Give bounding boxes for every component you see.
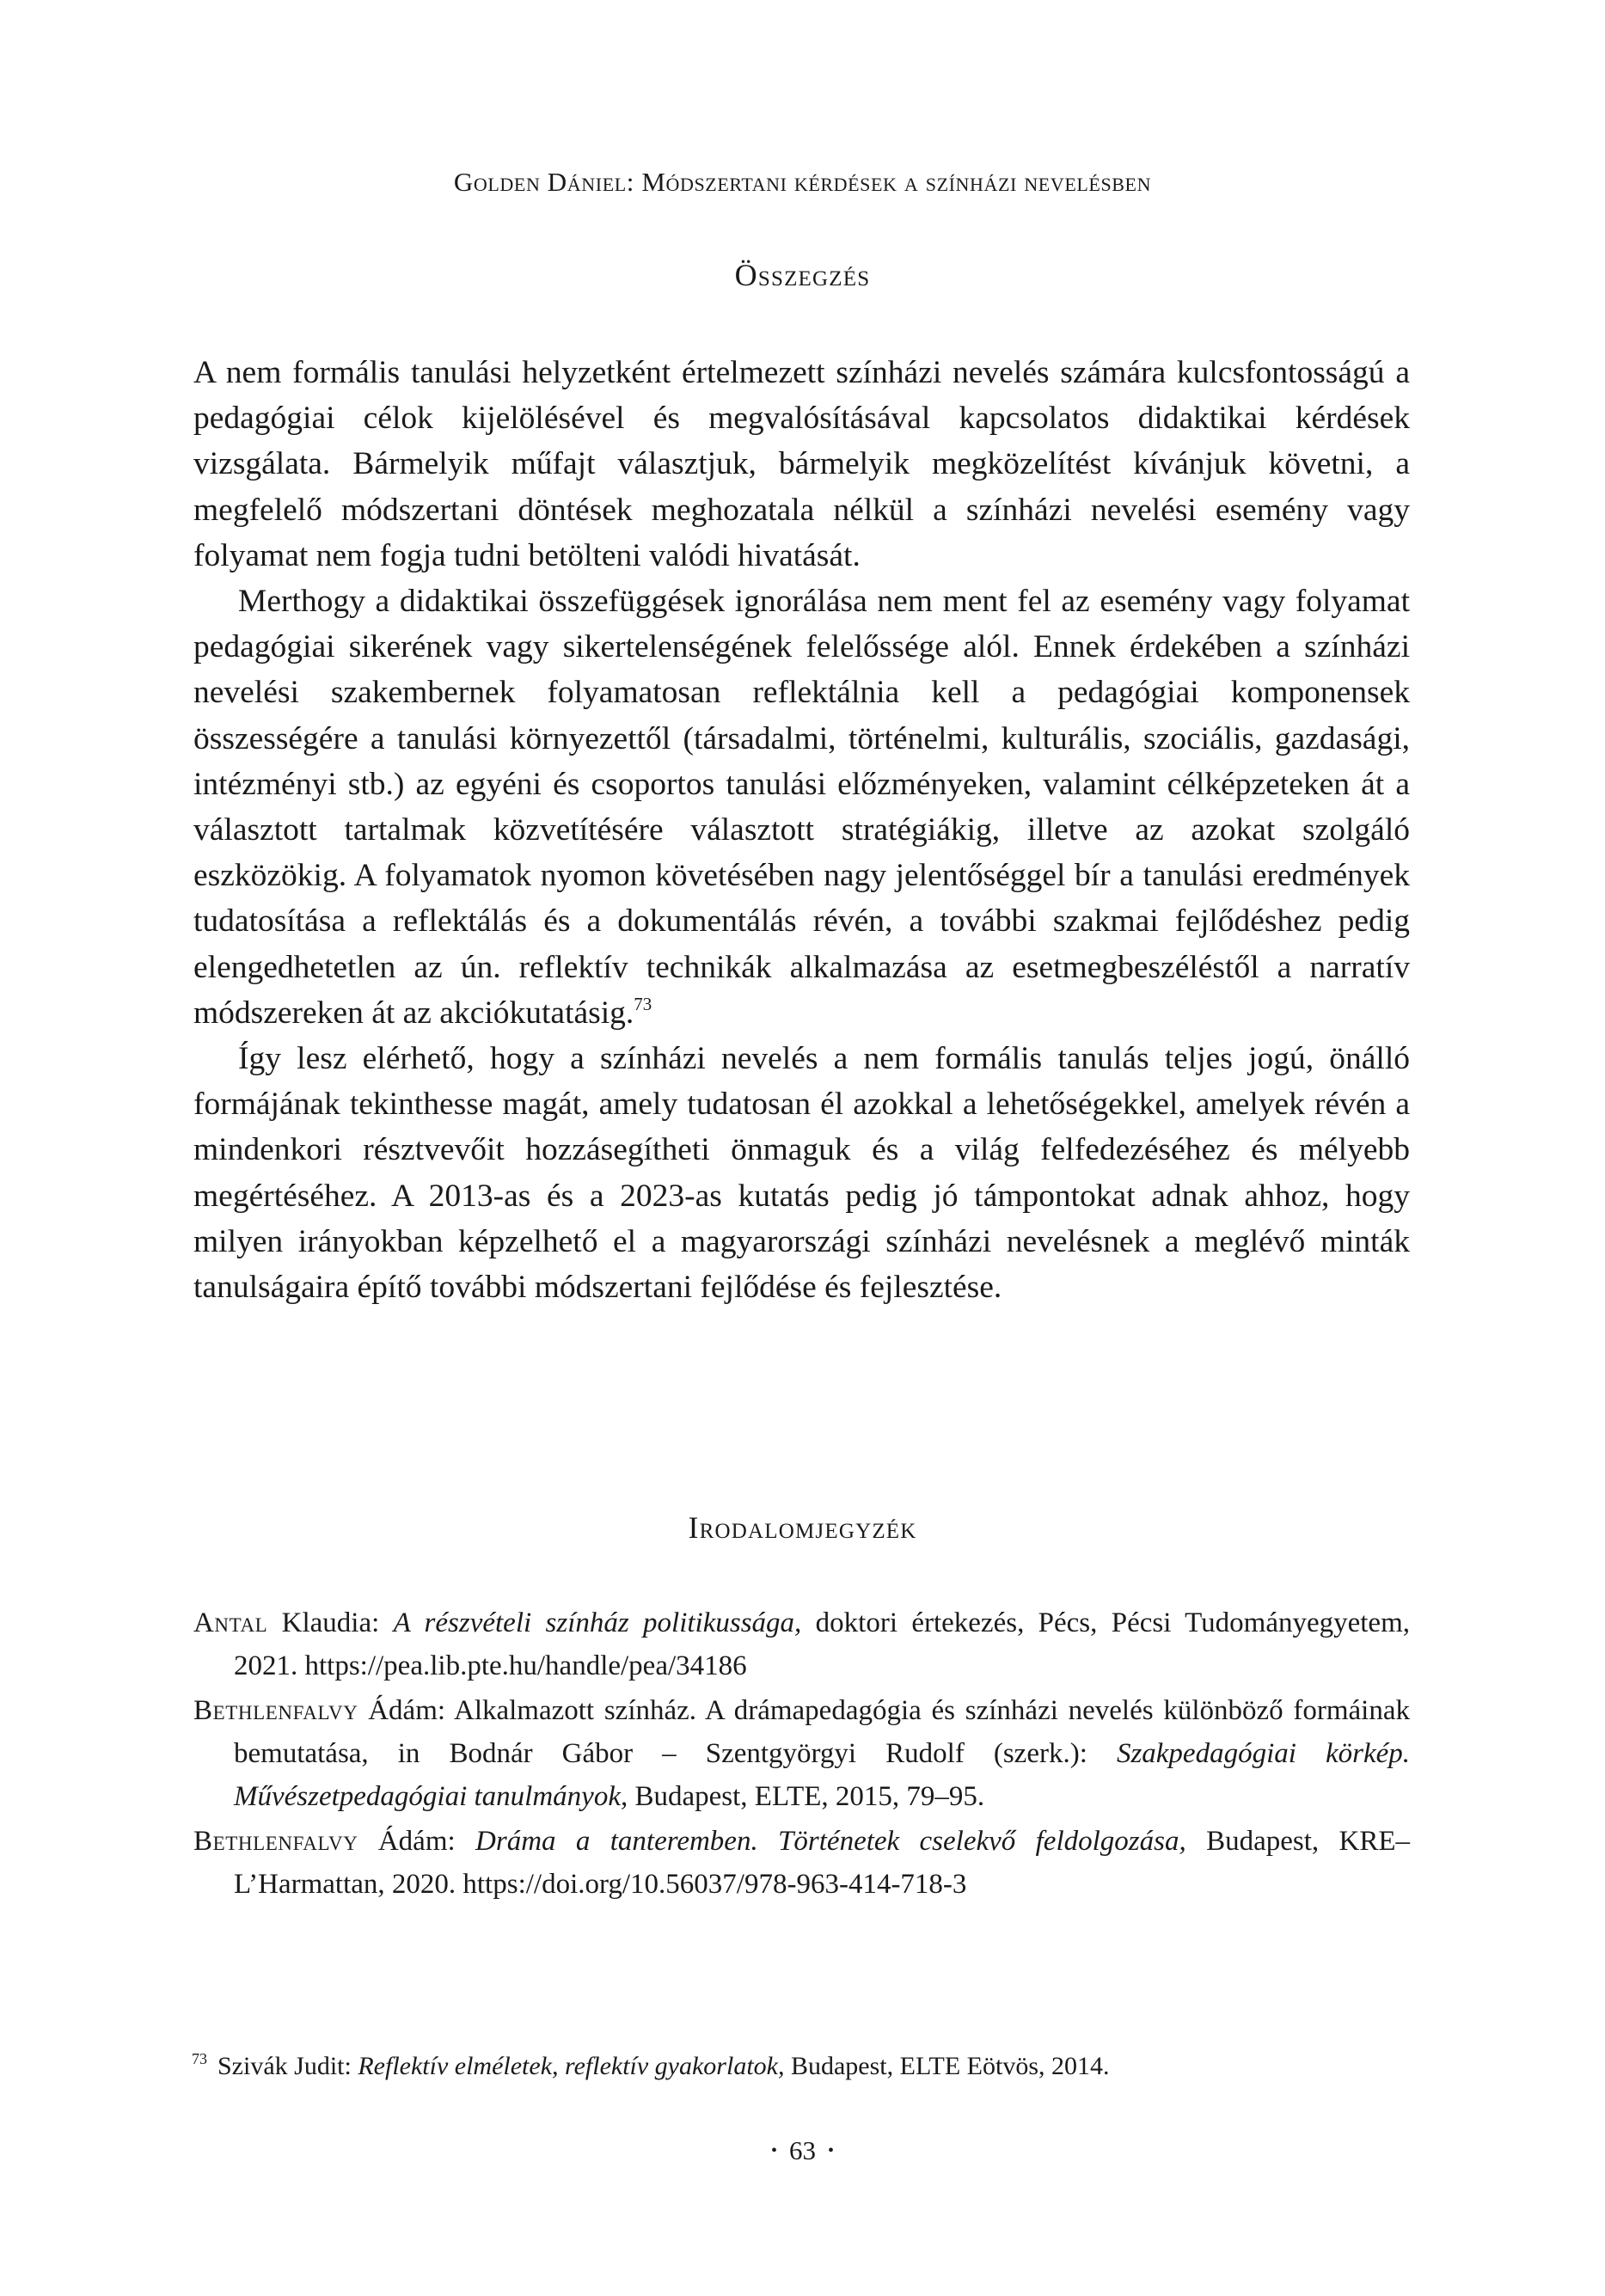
page-number-value: 63 bbox=[789, 2135, 816, 2165]
bullet-ornament-icon: • bbox=[828, 2141, 835, 2160]
author-surname: Antal bbox=[193, 1607, 268, 1638]
bullet-ornament-icon: • bbox=[770, 2141, 777, 2160]
entry-publication: Budapest, ELTE, 2015, 79–95. bbox=[628, 1781, 985, 1812]
bibliography-entry bbox=[193, 1689, 1410, 1818]
running-head: Golden Dániel: Módszertani kérdések a színházi nevelésben bbox=[453, 167, 1152, 197]
author-given-name: Ádám: bbox=[358, 1695, 454, 1726]
footnote-reference[interactable]: 73 bbox=[634, 993, 652, 1014]
footnote-number: 73 bbox=[192, 2050, 207, 2067]
footnote-title: Reflektív elméletek, reflektív gyakorlatok, bbox=[358, 2052, 785, 2080]
section-title-summary: Összegzés bbox=[734, 258, 871, 292]
bibliography-list bbox=[193, 1601, 1410, 1907]
bibliography-entry bbox=[193, 1601, 1410, 1687]
paragraph-text: A nem formális tanulási helyzetként értelmezett színházi nevelés számára kulcsfontosságú a pedagógiai célok kijelölésével és megvalósításával kapcsolatos didaktikai kérdések vizsgálata. Bármelyik műfajt választjuk, bármelyik megközelítést kívánjuk követni, a megfelelő módszertani döntések meghozatala nélkül a színházi nevelési esemény vagy folyamat nem fogja tudni betölteni valódi hivatását. bbox=[193, 355, 1410, 573]
paragraph-3 bbox=[193, 1036, 1410, 1310]
entry-title: Szakpedagógiai körkép. Művészetpedagógiai tanulmányok, bbox=[234, 1738, 1410, 1812]
section-title-bibliography: Irodalomjegyzék bbox=[688, 1510, 917, 1545]
author-surname: Bethlenfalvy bbox=[193, 1826, 358, 1857]
paragraph-text: Így lesz elérhető, hogy a színházi nevelés a nem formális tanulás teljes jogú, önálló formájának tekinthesse magát, amely tudatosan él azokkal a lehetőségekkel, amelyek révén a mindenkori résztvevőit hozzásegítheti önmaguk és a világ felfedezéséhez és mélyebb megértéséhez. A 2013-as és a 2023-as kutatás pedig jó támpontokat adnak ahhoz, hogy milyen irányokban képzelhető el a magyarországi színházi nevelésnek a meglévő minták tanulságaira építő további módszertani fejlődése és fejlesztése. bbox=[193, 1041, 1410, 1306]
entry-text: Alkalmazott színház. A drámapedagógia és színházi nevelés különböző formáinak bemutatása, in Bodnár Gábor – Szentgyörgyi Rudolf (szerk.): bbox=[234, 1695, 1411, 1769]
footnote-publication: Budapest, ELTE Eötvös, 2014. bbox=[784, 2052, 1110, 2080]
paragraph-2 bbox=[193, 579, 1410, 1036]
summary-body bbox=[193, 350, 1410, 1310]
author-given-name: Klaudia: bbox=[267, 1607, 394, 1638]
paragraph-1 bbox=[193, 350, 1410, 579]
author-given-name: Ádám: bbox=[358, 1826, 476, 1857]
entry-title: A részvételi színház politikussága, bbox=[393, 1607, 802, 1638]
entry-publication: doktori értekezés, Pécs, Pécsi Tudományegyetem, 2021. https://pea.lib.pte.hu/handle/pea/34186 bbox=[234, 1607, 1410, 1681]
entry-publication: Budapest, KRE–L’Harmattan, 2020. https://doi.org/10.56037/978-963-414-718-3 bbox=[234, 1826, 1410, 1900]
footnote bbox=[192, 2049, 1412, 2084]
entry-title: Dráma a tanteremben. Történetek cselekvő feldolgozása, bbox=[475, 1826, 1186, 1857]
paragraph-text: Merthogy a didaktikai összefüggések ignorálása nem ment fel az esemény vagy folyamat pedagógiai sikerének vagy sikertelenségének felelőssége alól. Ennek érdekében a színházi nevelési szakembernek folyamatosan reflektálnia kell a pedagógiai komponensek összességére a tanulási környezettől (társadalmi, történelmi, kulturális, szociális, gazdasági, intézményi stb.) az egyéni és csoportos tanulási előzményeken, valamint célképzeteken át a választott tartalmak közvetítésére választott stratégiákig, illetve az azokat szolgáló eszközökig. A folyamatok nyomon követésében nagy jelentőséggel bír a tanulási eredmények tudatosítása a reflektálás és a dokumentálás révén, a további szakmai fejlődéshez pedig elengedhetetlen az ún. reflektív technikák alkalmazása az esetmegbeszéléstől a narratív módszereken át az akciókutatásig. bbox=[193, 584, 1410, 1031]
bibliography-entry bbox=[193, 1820, 1410, 1906]
author-surname: Bethlenfalvy bbox=[193, 1695, 358, 1726]
footnote-author: Szivák Judit: bbox=[217, 2052, 358, 2080]
page-number bbox=[0, 2134, 1605, 2168]
